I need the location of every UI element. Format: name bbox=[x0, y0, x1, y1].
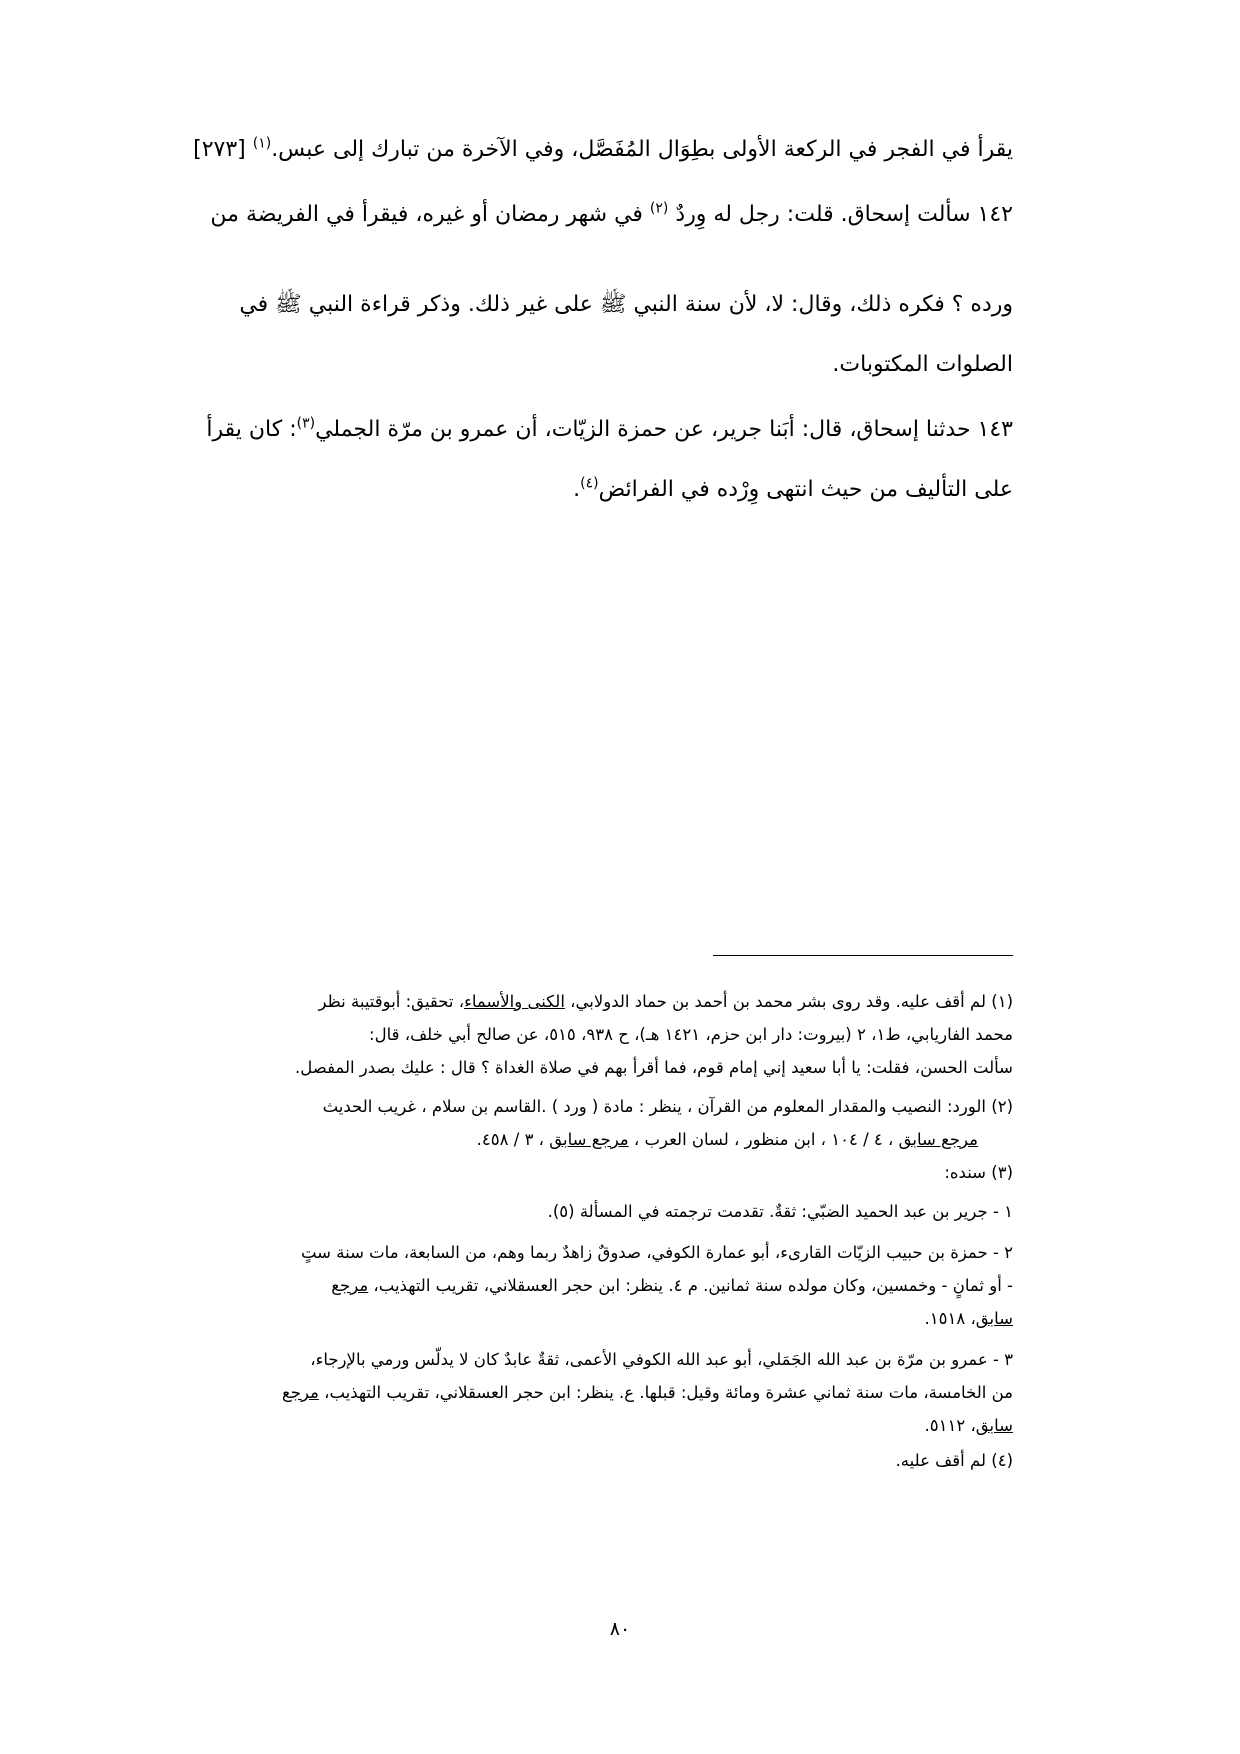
footnote-1-text-b: ، تحقيق: أبوقتيبة نظر bbox=[318, 992, 465, 1011]
paragraph-142-line-2 bbox=[133, 287, 1013, 323]
footnote-2-line-1 bbox=[133, 1090, 1013, 1123]
footnote-3-item-1: ١ - جرير بن عبد الحميد الضبّي: ثقةٌ. تقدمت ترجمته في المسألة (٥). bbox=[547, 1202, 1013, 1221]
paragraph-143-line-2 bbox=[133, 472, 1013, 508]
footnote-1-book-title: الكنى والأسماء bbox=[464, 992, 565, 1011]
page-number: ٨٠ bbox=[609, 1618, 631, 1640]
footnote-3-item-3-b: من الخامسة، مات سنة ثماني عشرة ومائة وقيل: قبلها. ع. ينظر: ابن حجر العسقلاني، تقريب التهذيب، bbox=[318, 1383, 1013, 1402]
footnote-2-text-b: ، ٤ / ١٠٤ ، ابن منظور ، لسان العرب ، bbox=[628, 1130, 899, 1149]
paragraph-143-text-a: ١٤٣ حدثنا إسحاق، قال: أبَنا جرير، عن حمزة الزيّات، أن عمرو بن مرّة الجملي bbox=[315, 417, 1013, 442]
footnote-2-text-a: (٢) الورد: النصيب والمقدار المعلوم من القرآن ، ينظر : مادة ( ورد ) .القاسم بن سلام ، غريب الحديث bbox=[322, 1097, 1013, 1116]
footnote-1-line-3 bbox=[133, 1051, 1013, 1084]
footnote-3-item-2-ref-a: مرجع bbox=[331, 1276, 369, 1295]
paragraph-1-text: يقرأ في الفجر في الركعة الأولى بطِوَال المُفَصَّل، وفي الآخرة من تبارك إلى عبس. bbox=[271, 137, 1013, 162]
footnote-3-heading: (٣) سنده: bbox=[944, 1163, 1013, 1182]
footnote-3-line-6 bbox=[133, 1343, 1013, 1376]
paragraph-143-line-1 bbox=[133, 412, 1013, 448]
footnote-ref-2: (٢) bbox=[649, 200, 669, 217]
footnote-3-item-2-c: ، ١٥١٨. bbox=[924, 1309, 976, 1328]
paragraph-142-line-3 bbox=[133, 347, 1013, 383]
footnote-4-text: (٤) لم أقف عليه. bbox=[895, 1451, 1013, 1470]
footnote-3-item-2-ref-b: سابق bbox=[975, 1309, 1013, 1328]
footnote-3-line-8 bbox=[133, 1409, 1013, 1442]
footnote-3-item-3-ref-b: سابق bbox=[975, 1416, 1013, 1435]
footnote-3-line-4 bbox=[133, 1269, 1013, 1302]
paragraph-143-text-b: : كان يقرأ bbox=[206, 417, 297, 442]
footnote-3-line-5 bbox=[133, 1302, 1013, 1335]
footnote-2-line-2 bbox=[178, 1123, 978, 1156]
paragraph-142-text-d: الصلوات المكتوبات. bbox=[832, 352, 1013, 377]
footnote-4-line-1 bbox=[133, 1444, 1013, 1477]
footnote-3-item-3-ref-a: مرجع bbox=[281, 1383, 319, 1402]
footnote-ref-1: (١) bbox=[252, 135, 272, 152]
paragraph-1 bbox=[133, 132, 1013, 168]
paragraph-142-text-a: ١٤٢ سألت إسحاق. قلت: رجل له وِردٌ bbox=[675, 202, 1013, 227]
paragraph-142-line-1 bbox=[133, 197, 1013, 233]
footnote-1-text-d: سألت الحسن، فقلت: يا أبا سعيد إني إمام قوم، فما أقرأ بهم في صلاة الغداة ؟ قال : عليك بصدر المفصل. bbox=[295, 1058, 1013, 1077]
footnote-3-line-1 bbox=[133, 1156, 1013, 1189]
footnote-ref-3: (٣) bbox=[296, 415, 316, 432]
footnote-2-ref-2: مرجع سابق bbox=[549, 1130, 629, 1149]
footnote-3-item-2-a: ٢ - حمزة بن حبيب الزيّات القارىء، أبو عمارة الكوفي، صدوقٌ زاهدٌ ربما وهم، من السابعة، مات سنة ستٍ bbox=[300, 1243, 1013, 1262]
footnote-1-line-2 bbox=[133, 1018, 1013, 1051]
footnote-3-line-3 bbox=[133, 1236, 1013, 1269]
footnote-3-item-3-c: ، ٥١١٢. bbox=[924, 1416, 976, 1435]
footnote-separator bbox=[713, 955, 1013, 956]
footnote-2-ref-1: مرجع سابق bbox=[898, 1130, 978, 1149]
paragraph-142-text-c: ورده ؟ فكره ذلك، وقال: لا، لأن سنة النبي ﷺ على غير ذلك. وذكر قراءة النبي ﷺ في bbox=[239, 292, 1013, 317]
footnote-ref-4: (٤) bbox=[580, 475, 599, 492]
footnote-1-line-1 bbox=[133, 985, 1013, 1018]
paragraph-142-text-b: في شهر رمضان أو غيره، فيقرأ في الفريضة من bbox=[210, 202, 650, 227]
paragraph-143-text-c: على التأليف من حيث انتهى وِرْده في الفرائض bbox=[598, 477, 1013, 502]
footnote-1-text-c: محمد الفاريابي، ط١، ٢ (بيروت: دار ابن حزم، ١٤٢١ هـ)، ح ٩٣٨، ٥١٥، عن صالح أبي خلف، قال: bbox=[369, 1025, 1013, 1044]
footnote-3-item-2-b: - أو ثمانٍ - وخمسين، وكان مولده سنة ثمانين. م ٤. ينظر: ابن حجر العسقلاني، تقريب التهذيب، bbox=[368, 1276, 1013, 1295]
footnote-3-line-2 bbox=[133, 1195, 1013, 1228]
footnote-2-text-c: ، ٣ / ٤٥٨. bbox=[476, 1130, 550, 1149]
footnote-3-item-3-a: ٣ - عمرو بن مرّة بن عبد الله الجَمَلي، أبو عبد الله الكوفي الأعمى، ثقةٌ عابدٌ كان لا يدلّس ورمي بالإرجاء، bbox=[310, 1350, 1013, 1369]
paragraph-1-end: [٢٧٣] bbox=[193, 137, 253, 162]
paragraph-143-text-d: . bbox=[573, 477, 581, 502]
footnote-3-line-7 bbox=[133, 1376, 1013, 1409]
footnote-1-text-a: (١) لم أقف عليه. وقد روى بشر محمد بن أحمد بن حماد الدولابي، bbox=[564, 992, 1013, 1011]
